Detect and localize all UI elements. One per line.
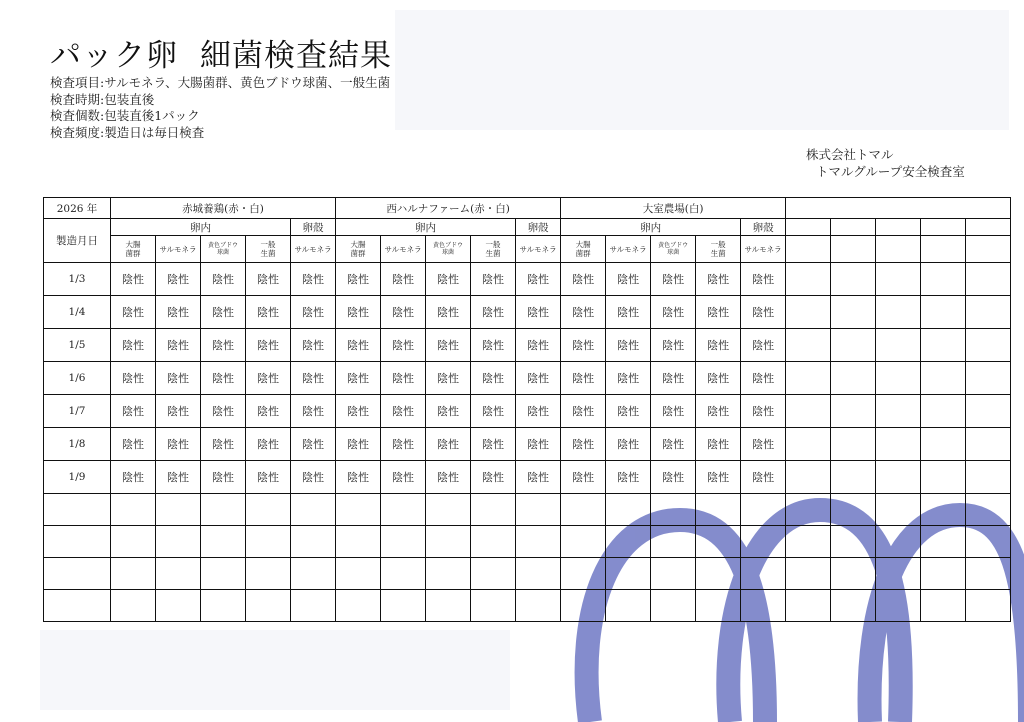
empty-cell bbox=[921, 590, 966, 622]
result-cell: 陰性 bbox=[651, 296, 696, 329]
result-cell: 陰性 bbox=[111, 362, 156, 395]
result-cell: 陰性 bbox=[651, 395, 696, 428]
result-cell: 陰性 bbox=[246, 296, 291, 329]
result-cell: 陰性 bbox=[291, 461, 336, 494]
table-row bbox=[44, 461, 1011, 494]
test-header: サルモネラ bbox=[291, 236, 336, 263]
empty-cell bbox=[516, 494, 561, 526]
result-cell: 陰性 bbox=[741, 329, 786, 362]
empty-cell bbox=[381, 558, 426, 590]
result-cell: 陰性 bbox=[381, 428, 426, 461]
empty-cell bbox=[156, 526, 201, 558]
farm-header: 赤城養鶏(赤・白) bbox=[111, 198, 336, 219]
empty-cell bbox=[651, 494, 696, 526]
empty-cell bbox=[966, 526, 1011, 558]
result-cell: 陰性 bbox=[246, 395, 291, 428]
result-cell: 陰性 bbox=[336, 395, 381, 428]
empty-cell bbox=[831, 461, 876, 494]
result-cell: 陰性 bbox=[606, 428, 651, 461]
empty-cell bbox=[921, 558, 966, 590]
empty-cell bbox=[786, 526, 831, 558]
empty-cell bbox=[696, 494, 741, 526]
test-header: 大腸 菌群 bbox=[111, 236, 156, 263]
company-department: トマルグループ安全検査室 bbox=[816, 164, 965, 179]
part-shell-header: 卵殻 bbox=[516, 219, 561, 236]
table-row bbox=[44, 395, 1011, 428]
empty-cell bbox=[561, 590, 606, 622]
table-row bbox=[44, 428, 1011, 461]
empty-cell bbox=[381, 526, 426, 558]
result-cell: 陰性 bbox=[336, 461, 381, 494]
empty-cell bbox=[966, 558, 1011, 590]
empty-cell bbox=[426, 590, 471, 622]
empty-cell bbox=[831, 590, 876, 622]
blank-header bbox=[876, 219, 921, 236]
result-cell: 陰性 bbox=[426, 329, 471, 362]
farm-header: 西ハルナファーム(赤・白) bbox=[336, 198, 561, 219]
empty-cell bbox=[831, 329, 876, 362]
result-cell: 陰性 bbox=[201, 461, 246, 494]
empty-cell bbox=[786, 428, 831, 461]
result-cell: 陰性 bbox=[246, 461, 291, 494]
result-cell: 陰性 bbox=[741, 395, 786, 428]
blank-header bbox=[786, 198, 1011, 219]
empty-cell bbox=[876, 428, 921, 461]
result-cell: 陰性 bbox=[111, 296, 156, 329]
empty-cell bbox=[201, 494, 246, 526]
empty-cell bbox=[966, 395, 1011, 428]
empty-cell bbox=[606, 558, 651, 590]
empty-cell bbox=[966, 590, 1011, 622]
empty-cell bbox=[336, 494, 381, 526]
result-cell: 陰性 bbox=[561, 296, 606, 329]
result-cell: 陰性 bbox=[201, 263, 246, 296]
result-cell: 陰性 bbox=[696, 362, 741, 395]
empty-cell bbox=[561, 526, 606, 558]
result-cell: 陰性 bbox=[561, 362, 606, 395]
empty-cell bbox=[471, 558, 516, 590]
result-cell: 陰性 bbox=[651, 362, 696, 395]
empty-cell bbox=[921, 494, 966, 526]
date-cell: 1/9 bbox=[44, 461, 111, 494]
results-table bbox=[43, 197, 1011, 622]
table-row bbox=[44, 263, 1011, 296]
part-header-row bbox=[44, 219, 1011, 236]
date-cell: 1/5 bbox=[44, 329, 111, 362]
result-cell: 陰性 bbox=[336, 428, 381, 461]
empty-cell bbox=[111, 494, 156, 526]
empty-cell bbox=[696, 558, 741, 590]
result-cell: 陰性 bbox=[381, 329, 426, 362]
empty-cell bbox=[966, 428, 1011, 461]
empty-cell bbox=[831, 362, 876, 395]
empty-cell bbox=[111, 590, 156, 622]
inspection-info bbox=[50, 75, 390, 141]
empty-cell bbox=[876, 362, 921, 395]
empty-cell bbox=[741, 494, 786, 526]
blank-header bbox=[786, 236, 831, 263]
result-cell: 陰性 bbox=[291, 329, 336, 362]
empty-cell bbox=[606, 526, 651, 558]
result-cell: 陰性 bbox=[651, 263, 696, 296]
empty-cell bbox=[336, 526, 381, 558]
page-title bbox=[50, 30, 392, 75]
empty-cell bbox=[516, 526, 561, 558]
empty-cell bbox=[786, 296, 831, 329]
empty-cell bbox=[921, 362, 966, 395]
empty-cell bbox=[156, 558, 201, 590]
result-cell: 陰性 bbox=[741, 428, 786, 461]
result-cell: 陰性 bbox=[201, 428, 246, 461]
result-cell: 陰性 bbox=[336, 263, 381, 296]
table-row bbox=[44, 362, 1011, 395]
empty-cell bbox=[786, 329, 831, 362]
result-cell: 陰性 bbox=[156, 296, 201, 329]
farm-header: 大室農場(白) bbox=[561, 198, 786, 219]
result-cell: 陰性 bbox=[426, 461, 471, 494]
result-cell: 陰性 bbox=[696, 395, 741, 428]
empty-cell bbox=[831, 526, 876, 558]
blank-header bbox=[966, 236, 1011, 263]
farm-header-row bbox=[44, 198, 1011, 219]
empty-cell bbox=[786, 590, 831, 622]
empty-cell bbox=[741, 590, 786, 622]
part-shell-header: 卵殻 bbox=[741, 219, 786, 236]
result-cell: 陰性 bbox=[696, 461, 741, 494]
result-cell: 陰性 bbox=[651, 461, 696, 494]
result-cell: 陰性 bbox=[201, 296, 246, 329]
test-header: 黄色ブドウ 球菌 bbox=[426, 236, 471, 263]
empty-cell bbox=[831, 296, 876, 329]
result-cell: 陰性 bbox=[516, 395, 561, 428]
empty-cell bbox=[831, 494, 876, 526]
result-cell: 陰性 bbox=[156, 263, 201, 296]
result-cell: 陰性 bbox=[606, 395, 651, 428]
inspection-items: 検査項目:サルモネラ、大腸菌群、黄色ブドウ球菌、一般生菌 bbox=[50, 75, 391, 90]
table-row-empty bbox=[44, 558, 1011, 590]
empty-cell bbox=[111, 558, 156, 590]
empty-cell bbox=[651, 526, 696, 558]
result-cell: 陰性 bbox=[291, 263, 336, 296]
date-header: 製造月日 bbox=[44, 219, 111, 263]
test-header-row bbox=[44, 236, 1011, 263]
empty-cell bbox=[966, 329, 1011, 362]
result-cell: 陰性 bbox=[291, 428, 336, 461]
result-cell: 陰性 bbox=[426, 263, 471, 296]
result-cell: 陰性 bbox=[516, 263, 561, 296]
empty-cell bbox=[44, 558, 111, 590]
result-cell: 陰性 bbox=[516, 461, 561, 494]
result-cell: 陰性 bbox=[156, 362, 201, 395]
test-header: 一般 生菌 bbox=[471, 236, 516, 263]
empty-cell bbox=[921, 329, 966, 362]
empty-cell bbox=[966, 263, 1011, 296]
result-cell: 陰性 bbox=[336, 329, 381, 362]
result-cell: 陰性 bbox=[651, 428, 696, 461]
empty-cell bbox=[426, 526, 471, 558]
result-cell: 陰性 bbox=[156, 428, 201, 461]
empty-cell bbox=[741, 526, 786, 558]
test-header: サルモネラ bbox=[606, 236, 651, 263]
blank-header bbox=[831, 219, 876, 236]
inspection-timing: 検査時期:包装直後 bbox=[50, 91, 155, 107]
blank-header bbox=[966, 219, 1011, 236]
result-cell: 陰性 bbox=[201, 329, 246, 362]
blank-header bbox=[831, 236, 876, 263]
part-inside-header: 卵内 bbox=[111, 219, 291, 236]
result-cell: 陰性 bbox=[696, 263, 741, 296]
result-cell: 陰性 bbox=[561, 395, 606, 428]
date-cell: 1/8 bbox=[44, 428, 111, 461]
result-cell: 陰性 bbox=[246, 263, 291, 296]
result-cell: 陰性 bbox=[561, 263, 606, 296]
empty-cell bbox=[876, 296, 921, 329]
result-cell: 陰性 bbox=[381, 362, 426, 395]
result-cell: 陰性 bbox=[156, 329, 201, 362]
empty-cell bbox=[201, 590, 246, 622]
date-cell: 1/4 bbox=[44, 296, 111, 329]
empty-cell bbox=[246, 558, 291, 590]
empty-cell bbox=[651, 590, 696, 622]
result-cell: 陰性 bbox=[696, 296, 741, 329]
result-cell: 陰性 bbox=[741, 461, 786, 494]
result-cell: 陰性 bbox=[291, 395, 336, 428]
empty-cell bbox=[921, 526, 966, 558]
empty-cell bbox=[876, 494, 921, 526]
result-cell: 陰性 bbox=[471, 329, 516, 362]
empty-cell bbox=[426, 558, 471, 590]
title-main: パック卵 bbox=[50, 38, 178, 74]
empty-cell bbox=[291, 558, 336, 590]
result-cell: 陰性 bbox=[516, 329, 561, 362]
result-cell: 陰性 bbox=[426, 395, 471, 428]
part-inside-header: 卵内 bbox=[336, 219, 516, 236]
test-header: 一般 生菌 bbox=[696, 236, 741, 263]
result-cell: 陰性 bbox=[471, 395, 516, 428]
empty-cell bbox=[966, 461, 1011, 494]
result-cell: 陰性 bbox=[291, 296, 336, 329]
result-cell: 陰性 bbox=[561, 329, 606, 362]
empty-cell bbox=[44, 494, 111, 526]
result-cell: 陰性 bbox=[516, 296, 561, 329]
empty-cell bbox=[696, 590, 741, 622]
empty-cell bbox=[606, 590, 651, 622]
result-cell: 陰性 bbox=[201, 362, 246, 395]
company-name: 株式会社トマル bbox=[806, 147, 894, 162]
result-cell: 陰性 bbox=[246, 428, 291, 461]
result-cell: 陰性 bbox=[111, 395, 156, 428]
empty-cell bbox=[471, 494, 516, 526]
empty-cell bbox=[471, 526, 516, 558]
test-header: 一般 生菌 bbox=[246, 236, 291, 263]
date-cell: 1/6 bbox=[44, 362, 111, 395]
empty-cell bbox=[786, 494, 831, 526]
result-cell: 陰性 bbox=[336, 362, 381, 395]
empty-cell bbox=[786, 395, 831, 428]
empty-cell bbox=[831, 558, 876, 590]
result-cell: 陰性 bbox=[516, 362, 561, 395]
test-header: 黄色ブドウ 球菌 bbox=[651, 236, 696, 263]
empty-cell bbox=[471, 590, 516, 622]
empty-cell bbox=[516, 558, 561, 590]
empty-cell bbox=[561, 558, 606, 590]
result-cell: 陰性 bbox=[606, 296, 651, 329]
result-cell: 陰性 bbox=[606, 461, 651, 494]
empty-cell bbox=[336, 558, 381, 590]
company-info bbox=[806, 146, 965, 180]
result-cell: 陰性 bbox=[201, 395, 246, 428]
test-header: サルモネラ bbox=[516, 236, 561, 263]
empty-cell bbox=[831, 263, 876, 296]
empty-cell bbox=[876, 526, 921, 558]
blank-header bbox=[921, 236, 966, 263]
empty-cell bbox=[291, 494, 336, 526]
test-header: 大腸 菌群 bbox=[561, 236, 606, 263]
result-cell: 陰性 bbox=[246, 329, 291, 362]
empty-cell bbox=[381, 590, 426, 622]
result-cell: 陰性 bbox=[741, 263, 786, 296]
empty-cell bbox=[201, 526, 246, 558]
result-cell: 陰性 bbox=[516, 428, 561, 461]
part-shell-header: 卵殻 bbox=[291, 219, 336, 236]
empty-cell bbox=[921, 296, 966, 329]
result-cell: 陰性 bbox=[381, 296, 426, 329]
scan-shadow bbox=[395, 10, 1009, 130]
result-cell: 陰性 bbox=[741, 362, 786, 395]
empty-cell bbox=[921, 461, 966, 494]
blank-header bbox=[786, 219, 831, 236]
table-row-empty bbox=[44, 526, 1011, 558]
empty-cell bbox=[156, 590, 201, 622]
scan-shadow bbox=[40, 630, 510, 710]
result-cell: 陰性 bbox=[606, 362, 651, 395]
empty-cell bbox=[876, 461, 921, 494]
result-cell: 陰性 bbox=[561, 461, 606, 494]
empty-cell bbox=[44, 590, 111, 622]
empty-cell bbox=[246, 526, 291, 558]
test-header: サルモネラ bbox=[381, 236, 426, 263]
result-cell: 陰性 bbox=[651, 329, 696, 362]
empty-cell bbox=[966, 296, 1011, 329]
result-cell: 陰性 bbox=[741, 296, 786, 329]
empty-cell bbox=[876, 263, 921, 296]
empty-cell bbox=[291, 526, 336, 558]
result-cell: 陰性 bbox=[156, 461, 201, 494]
blank-header bbox=[876, 236, 921, 263]
result-cell: 陰性 bbox=[246, 362, 291, 395]
empty-cell bbox=[381, 494, 426, 526]
empty-cell bbox=[876, 590, 921, 622]
test-header: 黄色ブドウ 球菌 bbox=[201, 236, 246, 263]
result-cell: 陰性 bbox=[471, 296, 516, 329]
empty-cell bbox=[921, 428, 966, 461]
date-cell: 1/3 bbox=[44, 263, 111, 296]
empty-cell bbox=[921, 263, 966, 296]
empty-cell bbox=[156, 494, 201, 526]
result-cell: 陰性 bbox=[471, 461, 516, 494]
table-row bbox=[44, 296, 1011, 329]
result-cell: 陰性 bbox=[426, 296, 471, 329]
result-cell: 陰性 bbox=[156, 395, 201, 428]
result-cell: 陰性 bbox=[381, 461, 426, 494]
table-row-empty bbox=[44, 590, 1011, 622]
title-sub: 細菌検査結果 bbox=[200, 38, 392, 74]
empty-cell bbox=[201, 558, 246, 590]
empty-cell bbox=[516, 590, 561, 622]
test-header: サルモネラ bbox=[156, 236, 201, 263]
empty-cell bbox=[786, 263, 831, 296]
test-header: サルモネラ bbox=[741, 236, 786, 263]
result-cell: 陰性 bbox=[111, 461, 156, 494]
result-cell: 陰性 bbox=[336, 296, 381, 329]
empty-cell bbox=[876, 395, 921, 428]
empty-cell bbox=[111, 526, 156, 558]
result-cell: 陰性 bbox=[606, 263, 651, 296]
empty-cell bbox=[741, 558, 786, 590]
empty-cell bbox=[291, 590, 336, 622]
empty-cell bbox=[606, 494, 651, 526]
result-cell: 陰性 bbox=[561, 428, 606, 461]
result-cell: 陰性 bbox=[291, 362, 336, 395]
empty-cell bbox=[246, 590, 291, 622]
result-cell: 陰性 bbox=[111, 428, 156, 461]
result-cell: 陰性 bbox=[471, 263, 516, 296]
result-cell: 陰性 bbox=[111, 263, 156, 296]
result-cell: 陰性 bbox=[381, 395, 426, 428]
result-cell: 陰性 bbox=[471, 428, 516, 461]
part-inside-header: 卵内 bbox=[561, 219, 741, 236]
empty-cell bbox=[831, 428, 876, 461]
empty-cell bbox=[246, 494, 291, 526]
result-cell: 陰性 bbox=[606, 329, 651, 362]
inspection-count: 検査個数:包装直後1パック bbox=[50, 108, 200, 123]
empty-cell bbox=[426, 494, 471, 526]
empty-cell bbox=[786, 362, 831, 395]
table-row bbox=[44, 329, 1011, 362]
empty-cell bbox=[786, 461, 831, 494]
empty-cell bbox=[921, 395, 966, 428]
empty-cell bbox=[831, 395, 876, 428]
date-cell: 1/7 bbox=[44, 395, 111, 428]
result-cell: 陰性 bbox=[426, 362, 471, 395]
empty-cell bbox=[786, 558, 831, 590]
empty-cell bbox=[561, 494, 606, 526]
empty-cell bbox=[336, 590, 381, 622]
inspection-frequency: 検査頻度:製造日は毎日検査 bbox=[50, 124, 205, 140]
empty-cell bbox=[876, 558, 921, 590]
year-cell: 2026 年 bbox=[44, 198, 111, 219]
result-cell: 陰性 bbox=[471, 362, 516, 395]
empty-cell bbox=[651, 558, 696, 590]
table-row-empty bbox=[44, 494, 1011, 526]
empty-cell bbox=[44, 526, 111, 558]
test-header: 大腸 菌群 bbox=[336, 236, 381, 263]
result-cell: 陰性 bbox=[381, 263, 426, 296]
result-cell: 陰性 bbox=[426, 428, 471, 461]
empty-cell bbox=[966, 362, 1011, 395]
result-cell: 陰性 bbox=[696, 428, 741, 461]
empty-cell bbox=[696, 526, 741, 558]
result-cell: 陰性 bbox=[111, 329, 156, 362]
empty-cell bbox=[876, 329, 921, 362]
empty-cell bbox=[966, 494, 1011, 526]
blank-header bbox=[921, 219, 966, 236]
result-cell: 陰性 bbox=[696, 329, 741, 362]
